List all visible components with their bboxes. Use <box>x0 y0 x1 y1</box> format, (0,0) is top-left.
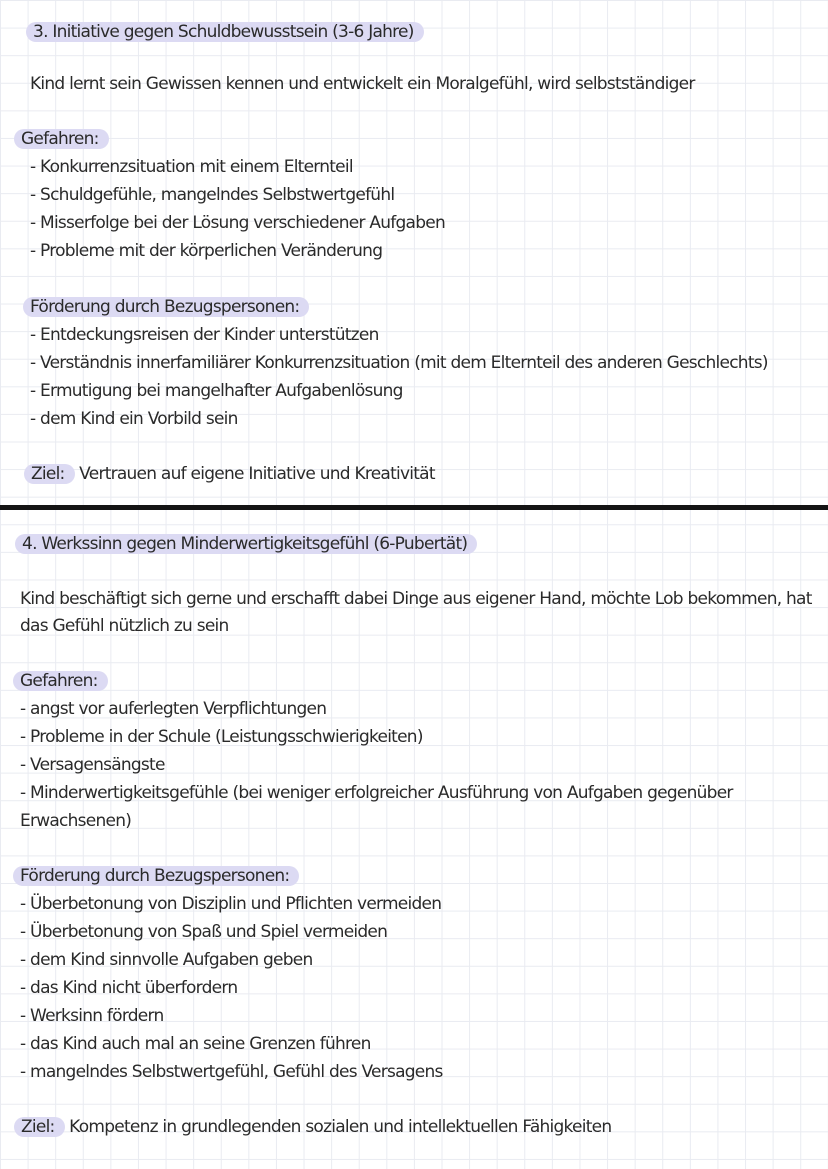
section4-support-item: - Überbetonung von Disziplin und Pflichten vermeiden <box>20 894 442 914</box>
section3-danger-item: - Schuldgefühle, mangelndes Selbstwertgefühl <box>30 185 395 205</box>
section3-support-label <box>23 296 309 318</box>
section4-support-item: - das Kind auch mal an seine Grenzen führen <box>20 1034 371 1054</box>
section4-support-item: - Überbetonung von Spaß und Spiel vermeiden <box>20 922 388 942</box>
section4-support-label <box>13 865 299 887</box>
section3-goal-text: Vertrauen auf eigene Initiative und Kreativität <box>74 464 435 484</box>
section3-heading-text: 3. Initiative gegen Schuldbewusstsein (3-6 Jahre) <box>26 22 424 42</box>
section4-danger-item: Erwachsenen) <box>20 811 132 831</box>
section4-danger-item: - Versagensängste <box>20 755 165 775</box>
section4-support-item: - mangelndes Selbstwertgefühl, Gefühl des Versagens <box>20 1062 443 1082</box>
section4-support-item: - das Kind nicht überfordern <box>20 978 238 998</box>
section3-heading <box>26 21 424 43</box>
section4-goal-label: Ziel: <box>14 1117 65 1137</box>
section3-dangers-label-text: Gefahren: <box>14 129 109 149</box>
section4-support-label-text: Förderung durch Bezugspersonen: <box>13 866 299 886</box>
section3-danger-item: - Probleme mit der körperlichen Veränderung <box>30 241 383 261</box>
section3-danger-item: - Konkurrenzsituation mit einem Elternteil <box>30 157 353 177</box>
section4-goal-text: Kompetenz in grundlegenden sozialen und intellektuellen Fähigkeiten <box>64 1117 612 1137</box>
section3-support-item: - dem Kind ein Vorbild sein <box>30 409 238 429</box>
section4-goal <box>14 1116 611 1138</box>
section3-dangers-label <box>14 128 109 150</box>
section4-dangers-label <box>13 670 108 692</box>
section4-danger-item: - angst vor auferlegten Verpflichtungen <box>20 699 327 719</box>
section4-danger-item: - Probleme in der Schule (Leistungsschwierigkeiten) <box>20 727 423 747</box>
section4-heading-text: 4. Werkssinn gegen Minderwertigkeitsgefühl (6-Pubertät) <box>15 534 477 554</box>
section3-goal <box>24 463 435 485</box>
section4-heading <box>15 533 477 555</box>
section3-support-item: - Entdeckungsreisen der Kinder unterstützen <box>30 325 379 345</box>
section3-goal-label: Ziel: <box>24 464 75 484</box>
section3-description: Kind lernt sein Gewissen kennen und entwickelt ein Moralgefühl, wird selbstständiger <box>30 74 695 94</box>
section4-description-line: das Gefühl nützlich zu sein <box>20 616 229 636</box>
section-divider <box>0 505 828 510</box>
section4-support-item: - Werksinn fördern <box>20 1006 164 1026</box>
section4-description-line: Kind beschäftigt sich gerne und erschafft dabei Dinge aus eigener Hand, möchte Lob bekommen, hat <box>20 589 812 609</box>
section4-dangers-label-text: Gefahren: <box>13 671 108 691</box>
section3-support-item: - Verständnis innerfamiliärer Konkurrenzsituation (mit dem Elternteil des anderen Geschlechts) <box>30 353 768 373</box>
section4-danger-item: - Minderwertigkeitsgefühle (bei weniger erfolgreicher Ausführung von Aufgaben gegenüber <box>20 783 733 803</box>
section3-support-item: - Ermutigung bei mangelhafter Aufgabenlösung <box>30 381 403 401</box>
section3-danger-item: - Misserfolge bei der Lösung verschiedener Aufgaben <box>30 213 445 233</box>
section4-support-item: - dem Kind sinnvolle Aufgaben geben <box>20 950 313 970</box>
section3-support-label-text: Förderung durch Bezugspersonen: <box>23 297 309 317</box>
